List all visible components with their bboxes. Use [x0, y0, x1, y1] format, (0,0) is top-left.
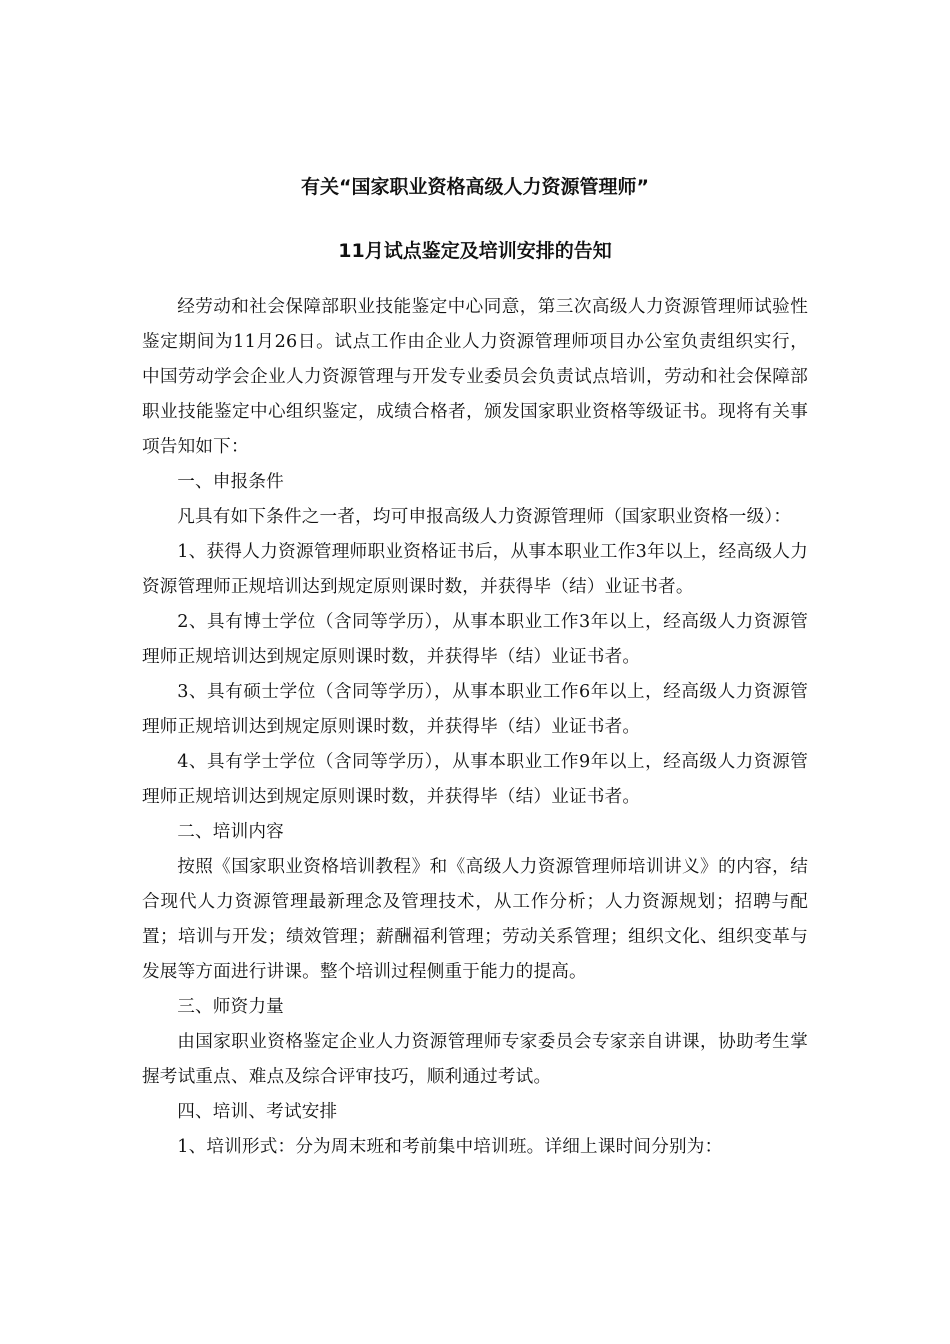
- document-title-line-2: 11月试点鉴定及培训安排的告知: [338, 240, 612, 262]
- document-title-line-1: 有关“国家职业资格高级人力资源管理师”: [301, 176, 649, 198]
- condition-item-3: 3、具有硕士学位（含同等学历），从事本职业工作6年以上，经高级人力资源管理师正规培训达到规定原则课时数，并获得毕（结）业证书者。: [142, 682, 808, 737]
- section-heading-application-conditions: 一、申报条件: [177, 472, 284, 492]
- condition-item-4: 4、具有学士学位（含同等学历），从事本职业工作9年以上，经高级人力资源管理师正规培训达到规定原则课时数，并获得毕（结）业证书者。: [142, 752, 808, 807]
- intro-paragraph: 经劳动和社会保障部职业技能鉴定中心同意，第三次高级人力资源管理师试验性鉴定期间为11月26日。试点工作由企业人力资源管理师项目办公室负责组织实行，中国劳动学会企业人力资源管理与开发专业委员会负责试点培训，劳动和社会保障部职业技能鉴定中心组织鉴定，成绩合格者，颁发国家职业资格等级证书。现将有关事项告知如下：: [142, 297, 808, 457]
- section-heading-schedule: 四、培训、考试安排: [177, 1102, 338, 1122]
- section-heading-teaching-staff: 三、师资力量: [177, 997, 284, 1017]
- section-heading-training-content: 二、培训内容: [177, 822, 284, 842]
- condition-item-1: 1、获得人力资源管理师职业资格证书后，从事本职业工作3年以上，经高级人力资源管理师正规培训达到规定原则课时数，并获得毕（结）业证书者。: [142, 542, 808, 597]
- document-body: [142, 290, 808, 1165]
- document-page: [142, 168, 808, 1165]
- conditions-intro-paragraph: 凡具有如下条件之一者，均可申报高级人力资源管理师（国家职业资格一级）：: [177, 507, 792, 527]
- teaching-staff-paragraph: 由国家职业资格鉴定企业人力资源管理师专家委员会专家亲自讲课，协助考生掌握考试重点、难点及综合评审技巧，顺利通过考试。: [142, 1032, 808, 1087]
- training-content-paragraph: 按照《国家职业资格培训教程》和《高级人力资源管理师培训讲义》的内容，结合现代人力资源管理最新理念及管理技术，从工作分析；人力资源规划；招聘与配置；培训与开发；绩效管理；薪酬福利管理；劳动关系管理；组织文化、组织变革与发展等方面进行讲课。整个培训过程侧重于能力的提高。: [142, 857, 808, 982]
- condition-item-2: 2、具有博士学位（含同等学历），从事本职业工作3年以上，经高级人力资源管理师正规培训达到规定原则课时数，并获得毕（结）业证书者。: [142, 612, 808, 667]
- schedule-item-1: 1、培训形式：分为周末班和考前集中培训班。详细上课时间分别为：: [177, 1137, 723, 1157]
